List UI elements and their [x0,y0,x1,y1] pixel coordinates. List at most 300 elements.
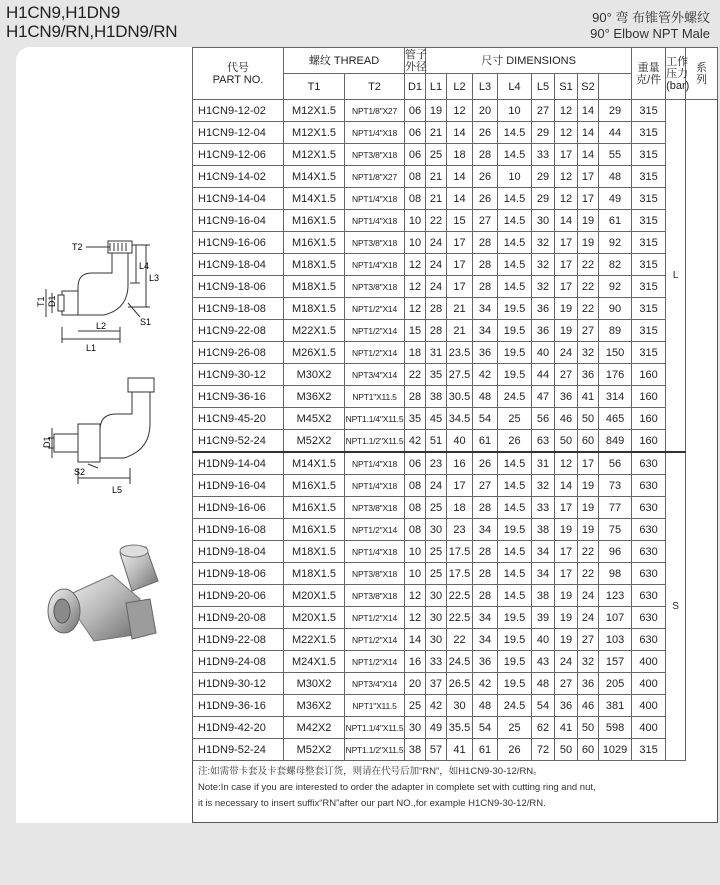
table-cell: 26 [498,739,532,761]
header-t1: T1 [284,74,345,100]
table-cell: 22 [426,210,447,232]
table-cell: 62 [532,717,555,739]
table-cell: 34 [473,320,498,342]
table-cell: NPT1/2"X14 [345,607,405,629]
part-number-cell: H1DN9-42-20 [193,717,284,739]
table-cell: 46 [555,408,578,430]
label-d1: D1 [47,295,57,307]
part-number-cell: H1DN9-16-08 [193,519,284,541]
table-row [193,100,718,122]
table-cell: 176 [599,364,632,386]
table-cell: 14.5 [498,475,532,497]
part-number-cell: H1DN9-14-04 [193,452,284,475]
table-cell: 28 [473,497,498,519]
table-cell: 10 [405,541,426,563]
label-s1: S1 [140,317,152,327]
table-cell: M16X1.5 [284,519,345,541]
table-cell: NPT3/8"X18 [345,232,405,254]
table-cell: 25 [405,695,426,717]
table-cell: 28 [473,276,498,298]
table-cell: 465 [599,408,632,430]
elbow-nut-drawing [16,372,192,497]
table-cell: 19.5 [498,651,532,673]
table-row [193,739,718,761]
table-row [193,166,718,188]
table-cell: 27 [578,320,599,342]
table-cell: M18X1.5 [284,276,345,298]
table-cell: 400 [632,695,666,717]
table-cell: 55 [599,144,632,166]
table-cell: NPT1/2"X14 [345,651,405,673]
table-cell: 315 [632,276,666,298]
table-row [193,430,718,453]
label-l4: L4 [139,261,150,271]
table-cell: 14.5 [498,122,532,144]
table-cell: 22 [578,541,599,563]
table-cell: 35.5 [447,717,473,739]
table-cell: 44 [532,364,555,386]
table-cell: NPT1"X11.5 [345,386,405,408]
table-row [193,232,718,254]
table-cell: 1029 [599,739,632,761]
table-cell: 29 [532,122,555,144]
table-cell: 314 [599,386,632,408]
table-row [193,364,718,386]
table-row [193,210,718,232]
label-t1: T1 [36,296,46,307]
table-row [193,298,718,320]
part-number-cell: H1CN9-45-20 [193,408,284,430]
table-cell: 22.5 [447,607,473,629]
table-row [193,651,718,673]
table-cell: NPT3/8"X18 [345,276,405,298]
part-number-cell: H1DN9-30-12 [193,673,284,695]
table-cell: 14.5 [498,585,532,607]
table-cell: 12 [405,276,426,298]
table-cell: 20 [405,673,426,695]
table-cell: 12 [405,298,426,320]
part-number-cell: H1DN9-18-04 [193,541,284,563]
note-en-2: it is necessary to insert suffix“RN”after our part NO.,for example H1CN9-30-12/RN. [198,798,546,809]
part-number-cell: H1CN9-16-04 [193,210,284,232]
table-cell: 19 [578,497,599,519]
header-d1: D1 [405,74,426,100]
table-cell: 33 [532,497,555,519]
table-row [193,497,718,519]
table-cell: M26X1.5 [284,342,345,364]
part-number-cell: H1CN9-18-06 [193,276,284,298]
table-cell: 10 [405,232,426,254]
table-cell: 28 [426,298,447,320]
table-cell: 27 [555,673,578,695]
table-cell: 26 [473,452,498,475]
header-s2: S2 [578,74,599,100]
title-line-1: H1CN9,H1DN9 [6,3,121,22]
table-cell: 32 [532,475,555,497]
table-cell: 06 [405,100,426,122]
header-part-no-en: PART NO. [212,73,264,86]
table-cell: 32 [578,342,599,364]
table-cell: 25 [498,408,532,430]
part-number-cell: H1DN9-16-06 [193,497,284,519]
part-number-cell: H1CN9-18-08 [193,298,284,320]
table-cell: 19.5 [498,364,532,386]
table-cell: 24.5 [447,651,473,673]
table-cell: NPT3/8"X18 [345,144,405,166]
table-cell: 160 [632,386,666,408]
title-line-2: H1CN9/RN,H1DN9/RN [6,22,178,41]
table-cell: 14 [447,166,473,188]
table-cell: 24.5 [498,386,532,408]
table-row [193,519,718,541]
header-pressure [666,48,690,100]
table-cell: 157 [599,651,632,673]
table-cell: 28 [473,563,498,585]
table-cell: 14 [555,475,578,497]
subtitle-cn: 90° 弯 布锥管外螺纹 [592,10,710,25]
table-cell: 30 [426,607,447,629]
header-series [686,48,718,100]
table-cell: 315 [632,122,666,144]
table-cell: 38 [426,386,447,408]
table-cell: 30 [426,629,447,651]
table-cell: 34 [473,607,498,629]
part-number-cell: H1DN9-36-16 [193,695,284,717]
table-cell: 31 [426,342,447,364]
table-cell: 17 [578,452,599,475]
table-cell: 77 [599,497,632,519]
table-cell: 630 [632,541,666,563]
table-cell: 25 [426,144,447,166]
table-cell: 36 [555,695,578,717]
table-cell: 14 [447,188,473,210]
header-l4: L4 [498,74,532,100]
table-cell: 19.5 [498,607,532,629]
header-series-cn2: 列 [696,73,708,86]
spec-table [192,47,718,761]
table-cell: 630 [632,497,666,519]
header-series-cn1: 系 [696,61,708,74]
table-cell: 160 [632,430,666,453]
table-cell: M14X1.5 [284,188,345,210]
table-cell: 315 [632,342,666,364]
table-cell: 27 [473,475,498,497]
table-cell: M16X1.5 [284,475,345,497]
table-cell: 32 [532,232,555,254]
table-cell: 24 [578,607,599,629]
table-cell: 12 [555,100,578,122]
table-cell: 17 [555,541,578,563]
table-cell: 17 [555,254,578,276]
table-cell: 14 [578,122,599,144]
table-cell: M12X1.5 [284,122,345,144]
table-cell: 400 [632,651,666,673]
table-cell: 19 [578,475,599,497]
table-cell: M30X2 [284,364,345,386]
table-cell: 17 [555,276,578,298]
table-cell: 26.5 [447,673,473,695]
table-cell: 315 [632,188,666,210]
table-cell: 315 [632,739,666,761]
table-row [193,541,718,563]
table-row [193,408,718,430]
table-row [193,342,718,364]
table-cell: 12 [447,100,473,122]
table-cell: 34.5 [447,408,473,430]
table-cell: 315 [632,254,666,276]
table-cell: 75 [599,519,632,541]
table-cell: 57 [426,739,447,761]
table-cell: 36 [555,386,578,408]
table-cell: 14.5 [498,563,532,585]
label-l2: L2 [96,321,107,331]
table-cell: NPT1.1/4"X11.5 [345,717,405,739]
table-cell: 60 [578,430,599,453]
table-cell: 08 [405,166,426,188]
table-cell: 14.5 [498,541,532,563]
table-cell: 46 [578,695,599,717]
table-cell: 51 [426,430,447,453]
table-cell: 315 [632,166,666,188]
table-cell: 17 [555,144,578,166]
table-cell: 30 [447,695,473,717]
table-cell: 315 [632,210,666,232]
table-cell: M52X2 [284,739,345,761]
table-cell: 19 [555,320,578,342]
table-cell: M16X1.5 [284,232,345,254]
table-cell: 08 [405,497,426,519]
table-cell: 08 [405,475,426,497]
table-cell: 38 [532,585,555,607]
table-cell: 16 [447,452,473,475]
table-cell: 22 [405,364,426,386]
table-cell: 40 [447,430,473,453]
table-cell: 18 [447,144,473,166]
subtitle-en: 90° Elbow NPT Male [590,26,710,41]
part-number-cell: H1DN9-20-08 [193,607,284,629]
table-cell: NPT1/4"X18 [345,188,405,210]
label-l3: L3 [149,273,160,283]
table-cell: 54 [473,408,498,430]
note-en-1: Note:In case if you are interested to order the adapter in complete set with cutting ring and nut, [198,782,596,793]
part-number-cell: H1CN9-16-06 [193,232,284,254]
table-cell: 50 [578,408,599,430]
table-cell: 50 [578,717,599,739]
table-cell: NPT1"X11.5 [345,695,405,717]
table-cell: M52X2 [284,430,345,453]
table-cell: 31 [532,452,555,475]
table-cell: M18X1.5 [284,541,345,563]
table-cell: 19.5 [498,342,532,364]
part-number-cell: H1CN9-14-02 [193,166,284,188]
table-cell: 06 [405,122,426,144]
table-cell: 36 [473,342,498,364]
table-cell: 34 [473,298,498,320]
table-cell: 41 [578,386,599,408]
table-cell: 150 [599,342,632,364]
table-cell: 14.5 [498,497,532,519]
table-cell: 21 [426,166,447,188]
table-cell: 17.5 [447,541,473,563]
table-row [193,563,718,585]
table-cell: 24 [555,342,578,364]
table-cell: NPT1/8"X27 [345,100,405,122]
table-cell: NPT1/4"X18 [345,254,405,276]
table-cell: M45X2 [284,408,345,430]
table-cell: 35 [426,364,447,386]
table-cell: 12 [555,122,578,144]
table-cell: 14.5 [498,452,532,475]
table-cell: 28 [473,144,498,166]
table-cell: NPT1/2"X14 [345,629,405,651]
table-cell: 17 [555,563,578,585]
table-cell: 98 [599,563,632,585]
table-cell: 19 [555,607,578,629]
table-cell: 26 [498,430,532,453]
table-cell: 36 [473,651,498,673]
table-cell: 205 [599,673,632,695]
table-cell: 19 [555,519,578,541]
table-cell: M20X1.5 [284,607,345,629]
table-cell: 24 [426,276,447,298]
table-cell: 50 [555,430,578,453]
table-cell: 17 [447,475,473,497]
table-cell: 19.5 [498,519,532,541]
table-cell: 33 [532,144,555,166]
table-cell: 60 [578,739,599,761]
table-cell: NPT1.1/4"X11.5 [345,408,405,430]
part-number-cell: H1CN9-12-02 [193,100,284,122]
table-cell: 72 [532,739,555,761]
table-cell: 23 [447,519,473,541]
table-cell: 10 [498,166,532,188]
table-cell: 14.5 [498,232,532,254]
table-cell: NPT3/4"X14 [345,364,405,386]
table-cell: 30 [426,519,447,541]
table-cell: 22.5 [447,585,473,607]
table-cell: 23 [426,452,447,475]
table-cell: 48 [473,695,498,717]
table-cell: 36 [532,298,555,320]
table-cell: 39 [532,607,555,629]
table-cell: 315 [632,298,666,320]
table-cell: 381 [599,695,632,717]
table-cell: NPT1/2"X14 [345,298,405,320]
table-cell: 19 [578,232,599,254]
table-cell: 36 [532,320,555,342]
table-cell: 41 [447,739,473,761]
table-cell: 12 [555,166,578,188]
table-cell: NPT3/8"X18 [345,497,405,519]
table-cell: 24 [578,585,599,607]
table-cell: 23.5 [447,342,473,364]
table-row [193,475,718,497]
header-part-no-cn: 代号 [227,61,249,74]
table-cell: 22 [578,276,599,298]
page-title [6,3,177,41]
part-number-cell: H1CN9-36-16 [193,386,284,408]
table-cell: 89 [599,320,632,342]
label-s2: S2 [74,467,86,477]
table-cell: 48 [599,166,632,188]
table-cell: 34 [532,563,555,585]
table-cell: 10 [405,563,426,585]
table-cell: 32 [578,651,599,673]
table-cell: 44 [599,122,632,144]
table-cell: 14.5 [498,144,532,166]
table-cell: 26 [473,166,498,188]
table-cell: 19 [426,100,447,122]
table-cell: M30X2 [284,673,345,695]
table-cell: 06 [405,144,426,166]
table-cell: 26 [473,122,498,144]
table-cell: 30 [426,585,447,607]
table-cell: 12 [405,254,426,276]
table-cell: 06 [405,452,426,475]
part-number-cell: H1CN9-18-04 [193,254,284,276]
table-cell: 630 [632,563,666,585]
table-cell: 48 [532,673,555,695]
table-cell: M18X1.5 [284,298,345,320]
table-cell: 08 [405,188,426,210]
table-cell: 08 [405,519,426,541]
table-cell: 630 [632,452,666,475]
fitting-photo [16,537,192,657]
table-cell: 30 [405,717,426,739]
table-cell: 22 [578,254,599,276]
table-cell: 849 [599,430,632,453]
table-row [193,386,718,408]
table-cell: 16 [405,651,426,673]
table-cell: 315 [632,100,666,122]
table-cell: 27 [555,364,578,386]
part-number-cell: H1DN9-24-08 [193,651,284,673]
table-cell: 50 [555,739,578,761]
table-cell: 14 [555,210,578,232]
table-cell: 61 [473,430,498,453]
table-cell: 28 [473,585,498,607]
table-row [193,585,718,607]
table-cell: 37 [426,673,447,695]
table-cell: 25 [426,541,447,563]
table-cell: 21 [447,320,473,342]
table-cell: 19 [578,210,599,232]
table-cell: 34 [473,519,498,541]
table-cell: 54 [532,695,555,717]
table-cell: NPT1.1/2"X11.5 [345,739,405,761]
table-cell: 92 [599,232,632,254]
spec-table-body [193,100,718,761]
table-cell: 19.5 [498,320,532,342]
table-cell: 35 [405,408,426,430]
table-cell: 12 [555,188,578,210]
table-cell: 61 [599,210,632,232]
table-cell: 19 [555,298,578,320]
header-l5: L5 [532,74,555,100]
table-cell: M16X1.5 [284,497,345,519]
table-cell: 28 [473,541,498,563]
table-cell: NPT1/2"X14 [345,342,405,364]
part-number-cell: H1CN9-22-08 [193,320,284,342]
header-weight-cn2: 克/件 [636,73,662,86]
table-cell: NPT1/4"X18 [345,210,405,232]
table-cell: 14 [578,144,599,166]
table-cell: 21 [426,188,447,210]
table-cell: 32 [532,276,555,298]
part-number-cell: H1CN9-12-04 [193,122,284,144]
table-cell: 22 [447,629,473,651]
table-cell: 25 [498,717,532,739]
